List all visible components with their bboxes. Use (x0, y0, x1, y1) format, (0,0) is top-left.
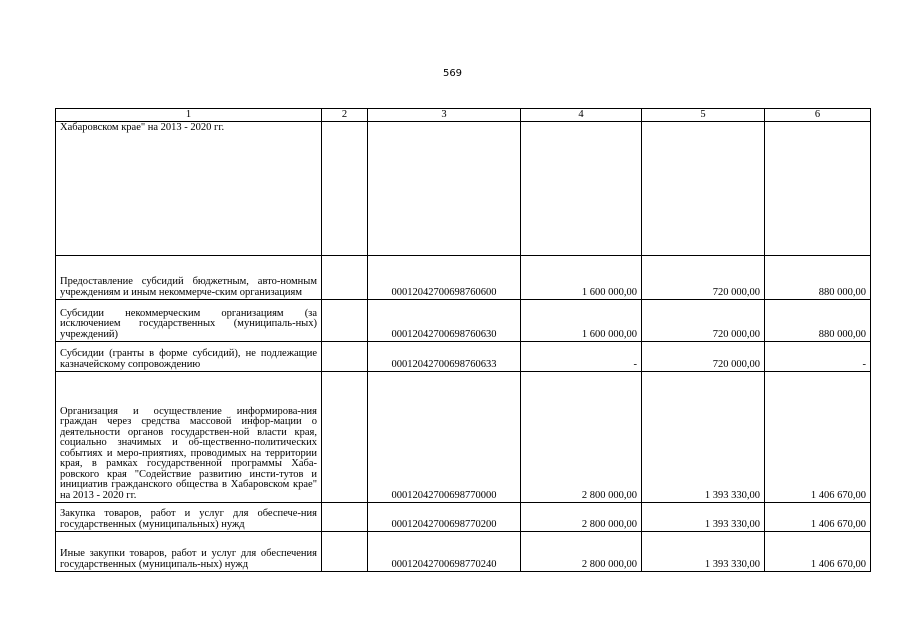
row-description: Предоставление субсидий бюджетным, авто-номным учреждениям и иным некоммерче-ским организациям (56, 256, 322, 300)
row-value-6 (765, 122, 871, 256)
row-col2 (322, 532, 368, 572)
row-description: Организация и осуществление информирова-ния граждан через средства массовой инфор-мации о деятельности органов государствен-ной власти края, социально значимых и об-щественно-политических событиях и меро-приятиях, проводимых на территории края, в рамках государственной программы Хаба-ровского края "Содействие развитию инсти-тутов и инициатив гражданского общества в Хабаровском крае" на 2013 - 2020 гг. (56, 372, 322, 503)
row-value-6: 880 000,00 (765, 300, 871, 342)
row-value-5: 720 000,00 (642, 256, 765, 300)
row-value-5: 1 393 330,00 (642, 372, 765, 503)
row-col2 (322, 503, 368, 532)
row-value-6: 1 406 670,00 (765, 532, 871, 572)
row-col2 (322, 372, 368, 503)
column-header: 5 (642, 109, 765, 122)
row-value-6: 880 000,00 (765, 256, 871, 300)
header-row (56, 109, 871, 122)
row-value-6: 1 406 670,00 (765, 503, 871, 532)
row-code: 00012042700698770000 (368, 372, 521, 503)
table-row (56, 342, 871, 372)
table-row (56, 122, 871, 256)
row-value-4: 1 600 000,00 (521, 300, 642, 342)
row-value-6: 1 406 670,00 (765, 372, 871, 503)
table-row (56, 300, 871, 342)
row-value-4: - (521, 342, 642, 372)
row-col2 (322, 122, 368, 256)
row-value-5: 1 393 330,00 (642, 503, 765, 532)
row-col2 (322, 342, 368, 372)
row-description: Закупка товаров, работ и услуг для обеспече-ния государственных (муниципальных) нужд (56, 503, 322, 532)
row-col2 (322, 300, 368, 342)
row-value-5: 720 000,00 (642, 342, 765, 372)
row-code: 00012042700698760633 (368, 342, 521, 372)
table-row (56, 372, 871, 503)
row-code: 00012042700698770240 (368, 532, 521, 572)
row-col2 (322, 256, 368, 300)
row-value-4: 2 800 000,00 (521, 532, 642, 572)
budget-table (55, 108, 871, 572)
page-number: 569 (442, 68, 463, 79)
row-value-5 (642, 122, 765, 256)
table-row (56, 503, 871, 532)
row-value-4: 2 800 000,00 (521, 372, 642, 503)
row-value-4: 2 800 000,00 (521, 503, 642, 532)
row-description: Субсидии (гранты в форме субсидий), не подлежащие казначейскому сопровождению (56, 342, 322, 372)
row-value-5: 1 393 330,00 (642, 532, 765, 572)
table-row (56, 256, 871, 300)
column-header: 2 (322, 109, 368, 122)
row-code: 00012042700698760600 (368, 256, 521, 300)
row-value-4 (521, 122, 642, 256)
column-header: 6 (765, 109, 871, 122)
row-value-5: 720 000,00 (642, 300, 765, 342)
table-row (56, 532, 871, 572)
row-code (368, 122, 521, 256)
column-header: 4 (521, 109, 642, 122)
row-description: Хабаровском крае" на 2013 - 2020 гг. (56, 122, 322, 256)
row-code: 00012042700698760630 (368, 300, 521, 342)
column-header: 1 (56, 109, 322, 122)
row-description: Субсидии некоммерческим организациям (за исключением государственных (муниципаль-ных) учреждений) (56, 300, 322, 342)
row-value-4: 1 600 000,00 (521, 256, 642, 300)
row-code: 00012042700698770200 (368, 503, 521, 532)
row-value-6: - (765, 342, 871, 372)
column-header: 3 (368, 109, 521, 122)
row-description: Иные закупки товаров, работ и услуг для обеспечения государственных (муниципаль-ных) нужд (56, 532, 322, 572)
